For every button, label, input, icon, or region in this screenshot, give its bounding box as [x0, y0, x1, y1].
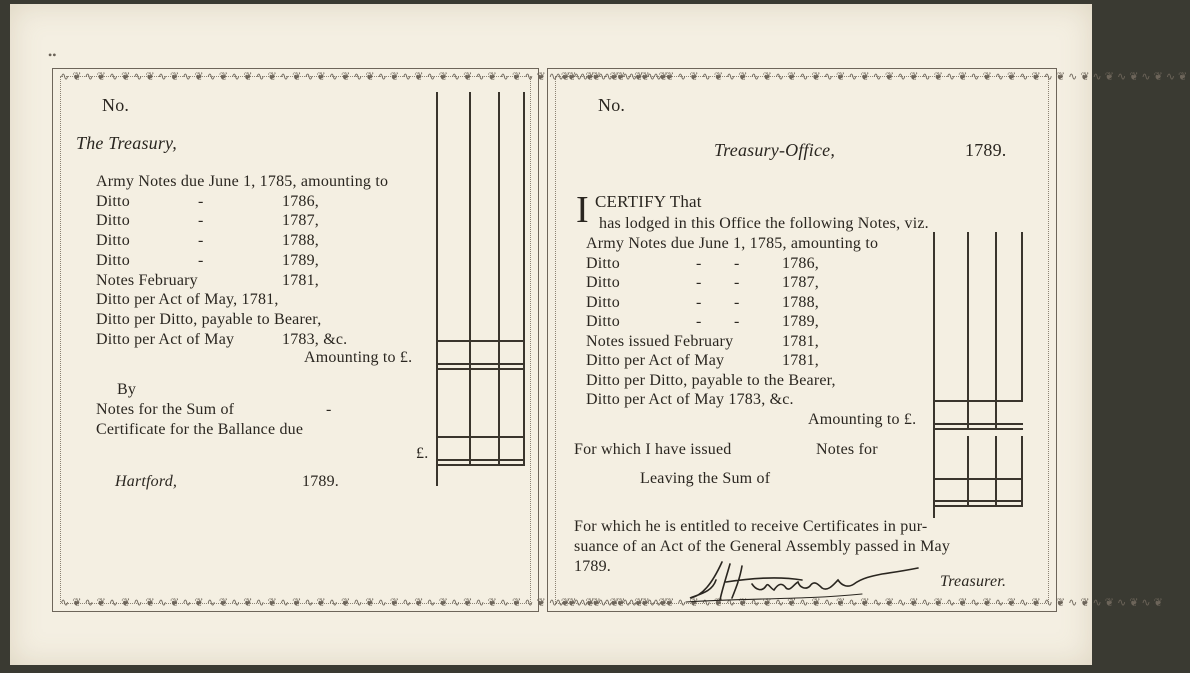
cert-ledger-rule: [933, 478, 1023, 480]
cert-line-label: Ditto per Act of May: [586, 352, 725, 369]
stub-ledger-line: [498, 92, 500, 464]
stub-line-dash: -: [198, 251, 204, 269]
cert-line-dash: -: [734, 313, 740, 330]
stub-by: By: [117, 381, 137, 398]
cert-ledger-line: [967, 400, 969, 428]
stub-ledger-line: [469, 92, 471, 464]
cert-line-year: 1788,: [782, 293, 819, 311]
stub-ledger-rule: [436, 459, 525, 461]
cert-line-label: Ditto: [586, 293, 620, 311]
stub-ledger-rule: [436, 436, 525, 438]
cert-issued: For which I have issued: [574, 441, 732, 458]
stub-notes-dash: -: [326, 401, 332, 418]
cert-line-label: Ditto per Act of May 1783, &c.: [586, 391, 794, 408]
cert-entitled-line-3: 1789.: [574, 558, 611, 575]
cert-line-label: Ditto: [586, 274, 620, 291]
ornament-bottom-right: ∿❦∿❦∿❦∿❦∿❦∿❦∿❦∿❦∿❦∿❦∿❦∿❦∿❦∿❦∿❦∿❦∿❦∿❦∿❦∿❦∿❦∿❦∿❦∿❦∿❦: [555, 597, 1166, 609]
cert-line-label: Army Notes due June 1, 1785, amounting to: [586, 235, 879, 252]
stub-line-label: Ditto per Ditto, payable to Bearer,: [96, 310, 322, 328]
cert-ledger-line: [933, 232, 935, 518]
stub-ledger-line: [436, 92, 438, 486]
cert-ledger-line: [967, 232, 969, 400]
stub-notes-sum: Notes for the Sum of: [96, 401, 235, 418]
cert-line-dash: -: [696, 313, 702, 330]
cert-line-label: Notes issued February: [586, 332, 734, 350]
corner-dots: ••: [48, 48, 57, 62]
stub-amounting: Amounting to £.: [304, 349, 413, 366]
stub-line-label: Ditto: [96, 192, 130, 210]
cert-line-year: 1787,: [782, 274, 819, 291]
cert-treasurer: Treasurer.: [940, 573, 1007, 590]
stub-line-dash: -: [198, 212, 204, 230]
stub-line-label: Notes February: [96, 271, 198, 289]
cert-ledger-rule: [933, 400, 1023, 402]
stub-line-dash: -: [198, 232, 204, 250]
stub-pound: £.: [416, 445, 429, 462]
cert-ledger-rule: [933, 505, 1023, 507]
stub-line-year: 1783, &c.: [282, 330, 348, 348]
cert-line-dash: -: [734, 293, 740, 311]
stub-certificate: Certificate for the Ballance due: [96, 421, 304, 438]
cert-ledger-rule: [933, 500, 1023, 502]
stub-line-dash: -: [198, 192, 204, 210]
ornament-top-right: ∿❦∿❦∿❦∿❦∿❦∿❦∿❦∿❦∿❦∿❦∿❦∿❦∿❦∿❦∿❦∿❦∿❦∿❦∿❦∿❦∿❦∿❦∿❦∿❦∿❦∿❦: [555, 71, 1190, 83]
stub-place: Hartford,: [115, 473, 178, 490]
stub-line-year: 1787,: [282, 212, 319, 230]
cert-line-dash: -: [734, 274, 740, 291]
cert-ledger-line: [995, 436, 997, 506]
cert-line-year: 1789,: [782, 313, 819, 330]
cert-entitled-line-2: suance of an Act of the General Assembly passed in May: [574, 538, 951, 555]
cert-ledger-line: [1021, 436, 1023, 506]
ornament-bottom-left: ∿❦∿❦∿❦∿❦∿❦∿❦∿❦∿❦∿❦∿❦∿❦∿❦∿❦∿❦∿❦∿❦∿❦∿❦∿❦∿❦∿❦∿❦∿❦∿❦∿❦: [60, 597, 671, 609]
stub-number-label: No.: [102, 95, 130, 115]
cert-leaving: Leaving the Sum of: [640, 470, 771, 487]
cert-year: 1789.: [965, 140, 1007, 160]
cert-line-year: 1786,: [782, 254, 819, 272]
stub-line-label: Ditto per Act of May: [96, 330, 235, 348]
stub-ledger-rule: [436, 340, 525, 342]
cert-line-year: 1781,: [782, 332, 819, 350]
cert-notes-for: Notes for: [816, 441, 878, 458]
cert-lodged: has lodged in this Office the following Notes, viz.: [599, 215, 929, 232]
cert-line-dash: -: [696, 274, 702, 291]
cert-line-dash: -: [696, 254, 702, 272]
ornament-top-left: ∿❦∿❦∿❦∿❦∿❦∿❦∿❦∿❦∿❦∿❦∿❦∿❦∿❦∿❦∿❦∿❦∿❦∿❦∿❦∿❦∿❦∿❦∿❦∿❦∿❦: [60, 71, 671, 83]
cert-ledger-rule: [933, 428, 1023, 430]
stub-ledger-rule: [436, 363, 525, 365]
stub-line-year: 1788,: [282, 232, 319, 250]
paper-sheet: [10, 4, 1190, 665]
cert-line-label: Ditto per Ditto, payable to the Bearer,: [586, 371, 836, 389]
stub-line-year: 1781,: [282, 271, 319, 289]
stub-line-label: Army Notes due June 1, 1785, amounting to: [96, 173, 389, 190]
cert-ledger-rule: [933, 423, 1023, 425]
stub-year: 1789.: [302, 473, 339, 490]
cert-certify: CERTIFY That: [595, 192, 702, 211]
cert-ledger-line: [1021, 232, 1023, 400]
stub-line-label: Ditto: [96, 232, 130, 250]
stub-ledger-rule: [436, 368, 525, 370]
stub-line-label: Ditto per Act of May, 1781,: [96, 291, 279, 309]
cert-drop-cap: I: [576, 189, 589, 231]
stub-ledger-line: [523, 92, 525, 464]
stub-treasury-heading: The Treasury,: [76, 133, 177, 153]
cert-line-label: Ditto: [586, 313, 620, 330]
cert-entitled-line-1: For which he is entitled to receive Certificates in pur-: [574, 518, 928, 535]
cert-line-dash: -: [734, 254, 740, 272]
cert-amounting: Amounting to £.: [808, 411, 917, 428]
cert-line-dash: -: [696, 293, 702, 311]
cert-office-heading: Treasury-Office,: [714, 140, 836, 160]
cert-number-label: No.: [598, 95, 626, 115]
stub-line-year: 1786,: [282, 192, 319, 210]
cert-line-year: 1781,: [782, 352, 819, 369]
cert-line-label: Ditto: [586, 254, 620, 272]
stub-line-label: Ditto: [96, 251, 130, 269]
treasurer-signature: [682, 554, 922, 606]
stub-ledger-rule: [436, 464, 525, 466]
cert-ledger-line: [995, 400, 997, 428]
stub-line-year: 1789,: [282, 251, 319, 269]
cert-ledger-line: [995, 232, 997, 400]
stub-line-label: Ditto: [96, 212, 130, 230]
cert-ledger-line: [967, 436, 969, 506]
